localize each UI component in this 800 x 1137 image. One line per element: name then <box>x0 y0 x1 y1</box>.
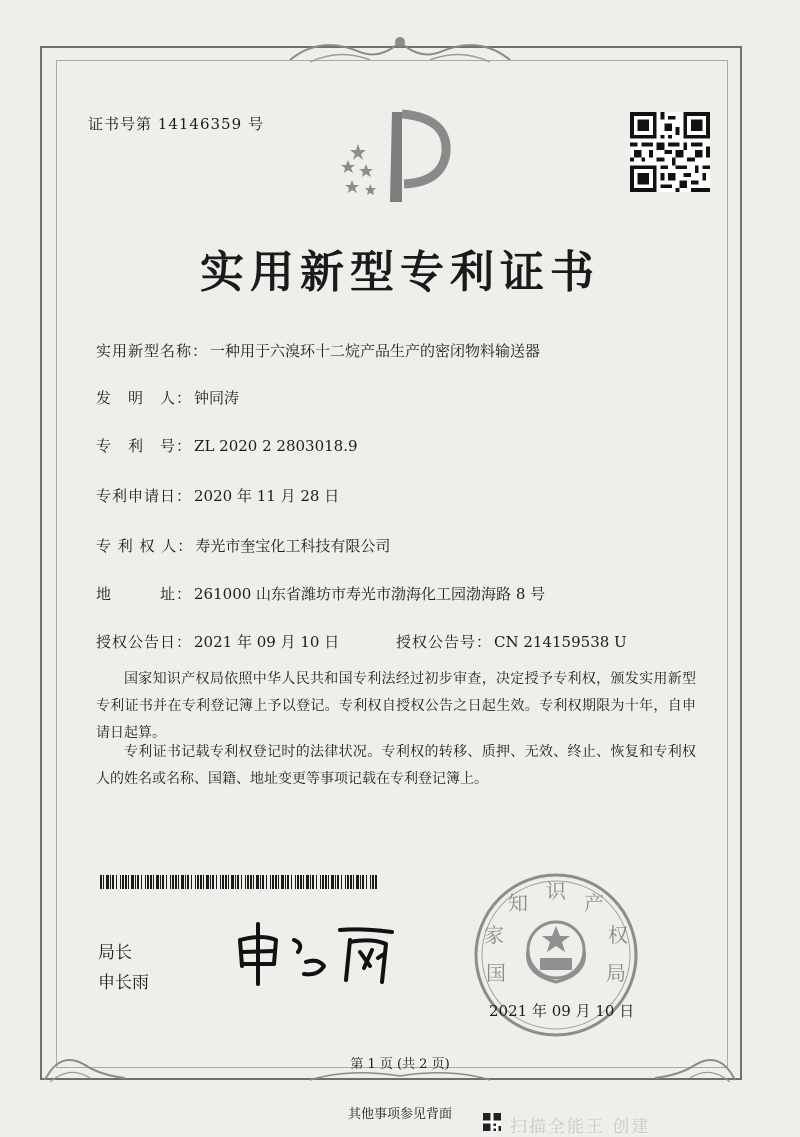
barcode-bar <box>120 875 121 889</box>
certificate-title: 实用新型专利证书 <box>200 247 600 298</box>
grant-announcement-date: 授权公告日： 2021 年 09 月 10 日 <box>96 633 340 651</box>
seal-char-4: 识 <box>546 879 566 903</box>
legal-status-paragraph: 专利证书记载专利权登记时的法律状况。专利权的转移、质押、无效、终止、恢复和专利权人的姓名或名称、国籍、地址变更等事项记载在专利登记簿上。 <box>96 744 696 787</box>
barcode-bar <box>170 875 171 889</box>
barcode-bar <box>253 875 254 889</box>
barcode-bar <box>287 875 289 889</box>
barcode-bar <box>175 875 177 889</box>
barcode-bar <box>320 875 321 889</box>
barcode-bar <box>247 875 249 889</box>
barcode-bar <box>375 875 377 889</box>
barcode-bar <box>331 875 334 889</box>
barcode-bar <box>278 875 279 889</box>
barcode-bar <box>185 875 186 889</box>
barcode-bar <box>237 875 239 889</box>
barcode-bar <box>178 875 179 889</box>
barcode-bar <box>341 875 342 889</box>
barcode-bar <box>262 875 264 889</box>
barcode-bar <box>316 875 317 889</box>
barcode-bar <box>181 875 184 889</box>
filing-date: 专利申请日： 2020 年 11 月 28 日 <box>96 487 340 505</box>
barcode-bar <box>231 875 234 889</box>
seal-char-3: 知 <box>508 891 528 915</box>
barcode-bar <box>128 875 129 889</box>
barcode-bar <box>366 875 367 889</box>
barcode-bar <box>260 875 261 889</box>
seal-char-7: 局 <box>606 961 626 985</box>
director-title: 局长 <box>98 943 132 963</box>
barcode-bar <box>291 875 292 889</box>
cnipa-logo-icon <box>330 100 470 210</box>
utility-model-name: 实用新型名称： 一种用于六溴环十二烷产品生产的密闭物料输送器 <box>96 342 541 360</box>
barcode-bar <box>225 875 227 889</box>
barcode-bar <box>337 875 339 889</box>
barcode-bar <box>100 875 102 889</box>
barcode-bar <box>266 875 267 889</box>
barcode-bar <box>156 875 159 889</box>
grant-announcement-number: 授权公告号： CN 214159538 U <box>396 633 627 651</box>
certificate-number: 证书号第 14146359 号 <box>88 115 264 133</box>
barcode-bar <box>370 875 371 889</box>
barcode-bar <box>166 875 167 889</box>
barcode-bar <box>112 875 114 889</box>
barcode-bar <box>345 875 346 889</box>
barcode-bar <box>195 875 196 889</box>
barcode-bar <box>256 875 259 889</box>
barcode-bar <box>216 875 217 889</box>
patentee: 专 利 权 人： 寿光市奎宝化工科技有限公司 <box>96 537 391 555</box>
barcode-bar <box>228 875 229 889</box>
barcode-bar <box>131 875 134 889</box>
barcode-bar <box>135 875 136 889</box>
barcode-bar <box>147 875 149 889</box>
barcode-bar <box>110 875 111 889</box>
seal-char-1: 国 <box>486 961 506 985</box>
barcode-bar <box>250 875 252 889</box>
barcode-bar <box>141 875 142 889</box>
barcode-bar <box>356 875 359 889</box>
barcode-bar <box>160 875 161 889</box>
barcode-bar <box>162 875 164 889</box>
barcode-bar <box>191 875 192 889</box>
inventor: 发 明 人： 钟同涛 <box>96 389 240 407</box>
qr-code-icon <box>630 112 710 192</box>
director-signature-icon <box>232 918 402 988</box>
barcode-bar <box>353 875 354 889</box>
barcode-bar <box>350 875 352 889</box>
barcode-bar <box>285 875 286 889</box>
scanner-watermark: 扫描全能王 创建 <box>510 1117 651 1137</box>
barcode-bar <box>245 875 246 889</box>
page-number: 第 1 页 (共 2 页) <box>350 1057 450 1072</box>
barcode-bar <box>200 875 202 889</box>
barcode-bar <box>295 875 296 889</box>
barcode-bar <box>172 875 174 889</box>
barcode-bar <box>335 875 336 889</box>
barcode-bar <box>312 875 314 889</box>
barcode-bar <box>297 875 299 889</box>
barcode-bar <box>303 875 304 889</box>
barcode-bar <box>103 875 104 889</box>
seal-date: 2021 年 09 月 10 日 <box>489 1002 635 1020</box>
seal-char-6: 权 <box>608 923 628 947</box>
barcode-bar <box>328 875 329 889</box>
barcode-bar <box>122 875 124 889</box>
barcode-bar <box>347 875 349 889</box>
barcode-icon <box>100 875 378 889</box>
barcode-bar <box>125 875 127 889</box>
barcode-bar <box>310 875 311 889</box>
barcode-bar <box>203 875 204 889</box>
barcode-bar <box>272 875 274 889</box>
barcode-bar <box>270 875 271 889</box>
barcode-bar <box>275 875 277 889</box>
barcode-bar <box>372 875 374 889</box>
barcode-bar <box>235 875 236 889</box>
scanner-qr-icon <box>483 1113 501 1131</box>
barcode-bar <box>306 875 309 889</box>
barcode-bar <box>137 875 139 889</box>
barcode-bar <box>325 875 327 889</box>
barcode-bar <box>145 875 146 889</box>
barcode-bar <box>222 875 224 889</box>
barcode-bar <box>241 875 242 889</box>
barcode-bar <box>322 875 324 889</box>
barcode-bar <box>281 875 284 889</box>
barcode-bar <box>360 875 361 889</box>
barcode-bar <box>362 875 364 889</box>
seal-char-2: 家 <box>484 923 504 947</box>
barcode-bar <box>206 875 209 889</box>
barcode-bar <box>116 875 117 889</box>
barcode-bar <box>187 875 189 889</box>
barcode-bar <box>197 875 199 889</box>
patent-number: 专 利 号： ZL 2020 2 2803018.9 <box>96 437 358 455</box>
barcode-bar <box>300 875 302 889</box>
barcode-bar <box>153 875 154 889</box>
grant-statement-paragraph: 国家知识产权局依照中华人民共和国专利法经过初步审查，决定授予专利权，颁发实用新型专利证书并在专利登记簿上予以登记。专利权自授权公告之日起生效。专利权期限为十年，自申请日起算。 <box>96 671 696 741</box>
address: 地 址： 261000 山东省潍坊市寿光市渤海化工园渤海路 8 号 <box>96 585 546 603</box>
barcode-bar <box>150 875 152 889</box>
top-ornament-icon <box>280 30 520 70</box>
barcode-bar <box>106 875 109 889</box>
seal-char-5: 产 <box>584 891 604 915</box>
director-name: 申长雨 <box>98 973 149 993</box>
barcode-bar <box>212 875 214 889</box>
barcode-bar <box>220 875 221 889</box>
bottom-note: 其他事项参见背面 <box>347 1107 452 1122</box>
barcode-bar <box>210 875 211 889</box>
